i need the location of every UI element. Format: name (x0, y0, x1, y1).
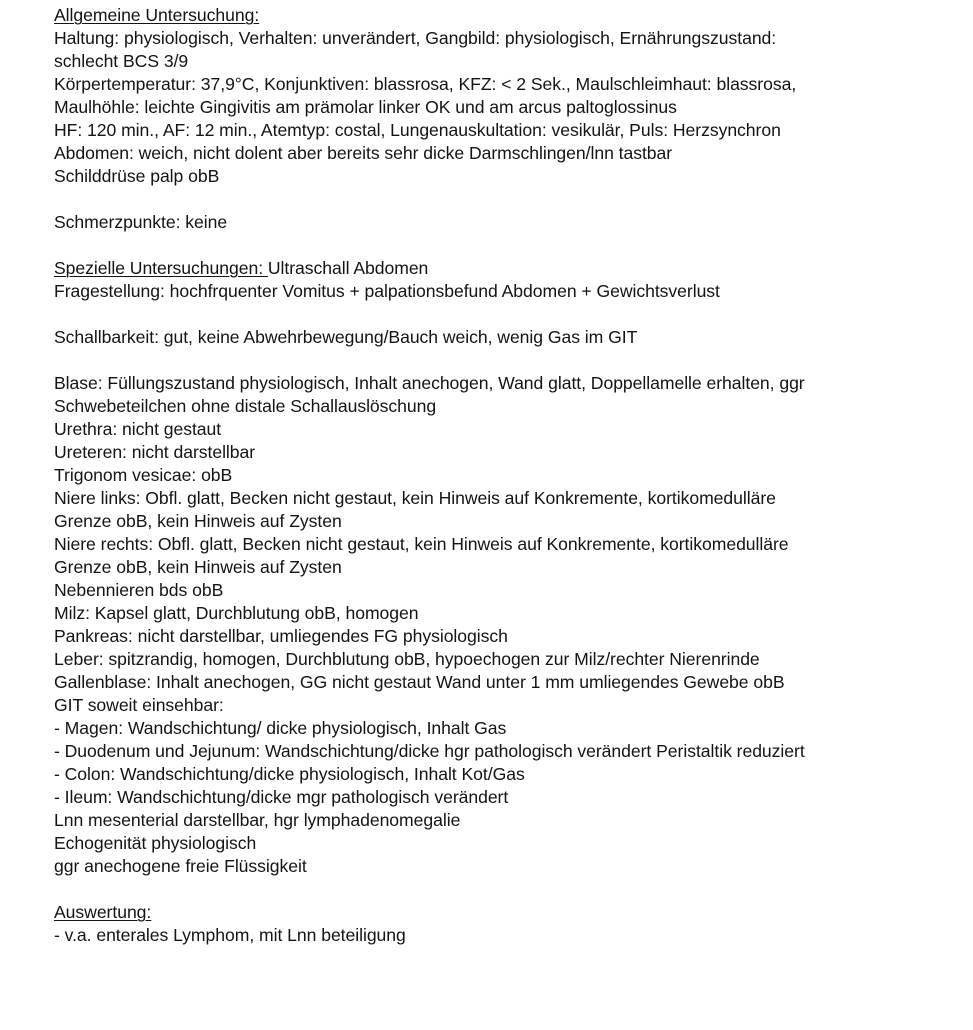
finding-line: - Ileum: Wandschichtung/dicke mgr pathologisch verändert (54, 787, 509, 807)
special-exam-heading-line (54, 257, 969, 280)
finding-line: Gallenblase: Inhalt anechogen, GG nicht gestaut Wand unter 1 mm umliegendes Gewebe obB (54, 672, 785, 692)
finding-line: Leber: spitzrandig, homogen, Durchblutung obB, hypoechogen zur Milz/rechter Nierenrinde (54, 649, 760, 669)
pain-points-line: Schmerzpunkte: keine (54, 212, 228, 232)
general-exam-line: Körpertemperatur: 37,9°C, Konjunktiven: blassrosa, KFZ: < 2 Sek., Maulschleimhaut: blassrosa, (54, 74, 797, 94)
special-exam-heading: Spezielle Untersuchungen: (54, 258, 268, 278)
finding-line: Ureteren: nicht darstellbar (54, 442, 256, 462)
finding-line: Schwebeteilchen ohne distale Schallauslöschung (54, 396, 437, 416)
finding-line: Niere rechts: Obfl. glatt, Becken nicht gestaut, kein Hinweis auf Konkremente, kortikomedulläre (54, 534, 789, 554)
finding-line: Lnn mesenterial darstellbar, hgr lymphadenomegalie (54, 810, 461, 830)
finding-line: Grenze obB, kein Hinweis auf Zysten (54, 511, 342, 531)
evaluation-heading: Auswertung: (54, 902, 152, 922)
finding-line: Milz: Kapsel glatt, Durchblutung obB, homogen (54, 603, 419, 623)
spacer (54, 303, 969, 326)
general-exam-line: Schilddrüse palp obB (54, 166, 220, 186)
finding-line: Echogenität physiologisch (54, 833, 257, 853)
spacer (54, 878, 969, 901)
finding-line: Pankreas: nicht darstellbar, umliegendes FG physiologisch (54, 626, 508, 646)
finding-line: - Magen: Wandschichtung/ dicke physiologisch, Inhalt Gas (54, 718, 507, 738)
finding-line: Niere links: Obfl. glatt, Becken nicht gestaut, kein Hinweis auf Konkremente, kortikomedulläre (54, 488, 776, 508)
general-exam-line: Abdomen: weich, nicht dolent aber bereits sehr dicke Darmschlingen/lnn tastbar (54, 143, 673, 163)
general-exam-line: Haltung: physiologisch, Verhalten: unverändert, Gangbild: physiologisch, Ernährungszustand: (54, 28, 777, 48)
spacer (54, 349, 969, 372)
special-exam-heading-value: Ultraschall Abdomen (267, 258, 429, 278)
finding-line: - Duodenum und Jejunum: Wandschichtung/dicke hgr pathologisch verändert Peristaltik reduziert (54, 741, 805, 761)
document-page (54, 4, 969, 947)
general-exam-heading-line (54, 4, 969, 27)
finding-line: Urethra: nicht gestaut (54, 419, 222, 439)
general-exam-heading: Allgemeine Untersuchung: (54, 5, 260, 25)
finding-line: Trigonom vesicae: obB (54, 465, 233, 485)
general-exam-line: schlecht BCS 3/9 (54, 51, 189, 71)
finding-line: Blase: Füllungszustand physiologisch, Inhalt anechogen, Wand glatt, Doppellamelle erhalten, ggr (54, 373, 805, 393)
finding-line: ggr anechogene freie Flüssigkeit (54, 856, 307, 876)
spacer (54, 234, 969, 257)
evaluation-line: - v.a. enterales Lymphom, mit Lnn beteiligung (54, 925, 406, 945)
sonic-line: Schallbarkeit: gut, keine Abwehrbewegung/Bauch weich, wenig Gas im GIT (54, 327, 638, 347)
general-exam-line: HF: 120 min., AF: 12 min., Atemtyp: costal, Lungenauskultation: vesikulär, Puls: Herzsynchron (54, 120, 781, 140)
finding-line: Nebennieren bds obB (54, 580, 224, 600)
evaluation-heading-line (54, 901, 969, 924)
finding-line: Grenze obB, kein Hinweis auf Zysten (54, 557, 342, 577)
general-exam-line: Maulhöhle: leichte Gingivitis am prämolar linker OK und am arcus paltoglossinus (54, 97, 677, 117)
finding-line: GIT soweit einsehbar: (54, 695, 224, 715)
spacer (54, 188, 969, 211)
question-line: Fragestellung: hochfrquenter Vomitus + palpationsbefund Abdomen + Gewichtsverlust (54, 281, 720, 301)
finding-line: - Colon: Wandschichtung/dicke physiologisch, Inhalt Kot/Gas (54, 764, 525, 784)
